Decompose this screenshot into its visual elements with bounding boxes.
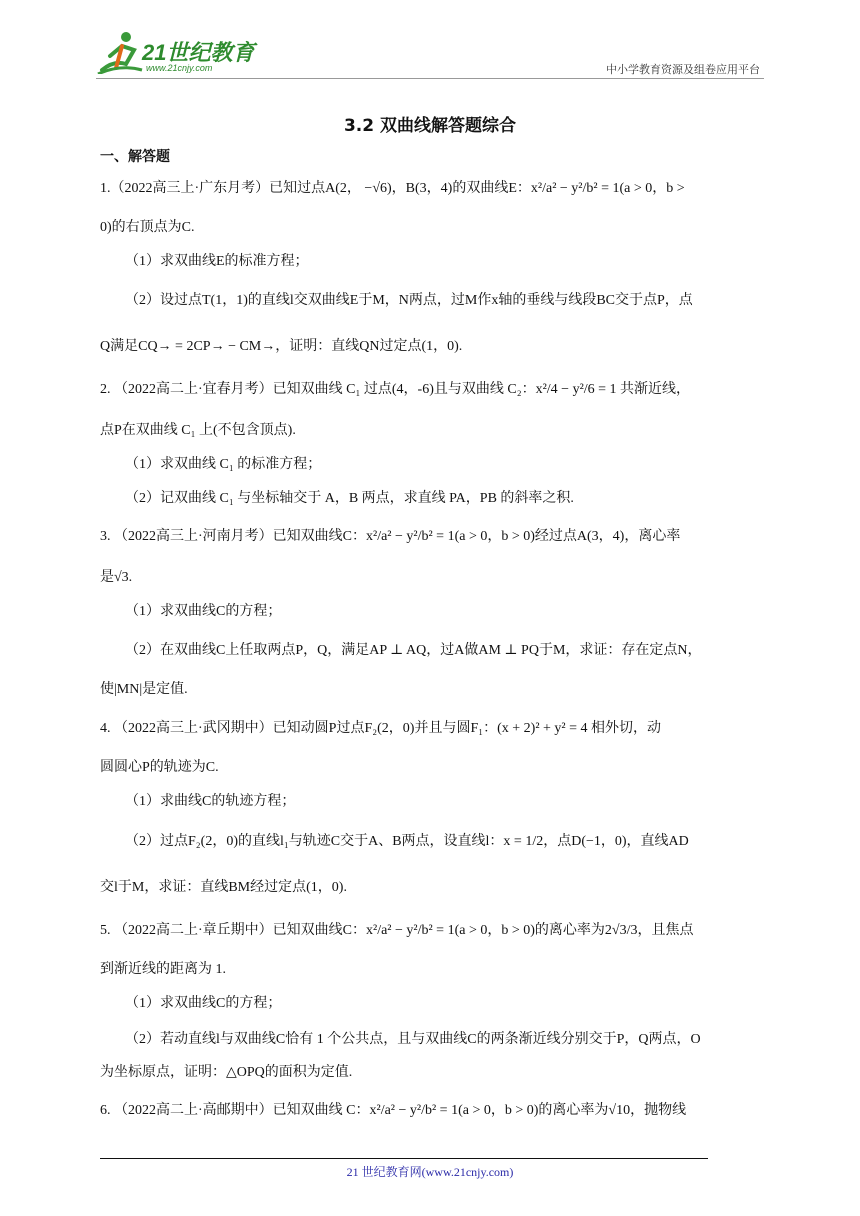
logo [96,30,266,76]
page-footer: 21 世纪教育网(www.21cnjy.com) [346,1165,514,1179]
problem-5-line-2: 到渐近线的距离为 1. [100,962,226,977]
problem-5-part-2-cont: 为坐标原点，证明：△OPQ的面积为定值. [100,1065,353,1080]
problem-1-part-2: （2）设过点T(1，1)的直线l交双曲线E于M，N两点，过M作x轴的垂线与线段BC交于点P，点 [125,293,693,308]
problem-2-part-1: （1）求双曲线 C₁ 的标准方程； [125,457,322,472]
problem-5-part-2: （2）若动直线l与双曲线C恰有 1 个公共点，且与双曲线C的两条渐近线分别交于P，Q两点，O [125,1032,701,1047]
page-title: 3.2 双曲线解答题综合 [343,116,517,136]
problem-4-part-1: （1）求曲线C的轨迹方程； [125,794,296,809]
logo-text: 21世纪教育 [142,40,255,65]
problem-3-part-1: （1）求双曲线C的方程； [125,604,282,619]
runner-logo-icon [96,30,144,74]
problem-1-line-2: 0)的右顶点为C. [100,220,195,235]
problem-1-line-1: 1.（2022高三上·广东月考）已知过点A(2， −√6)，B(3，4)的双曲线E：x²/a² − y²/b² = 1(a > 0，b > [100,181,685,196]
problem-5-line-1: 5. （2022高二上·章丘期中）已知双曲线C：x²/a² − y²/b² = 1(a > 0，b > 0)的离心率为2√3/3，且焦点 [100,923,694,938]
problem-3-line-2: 是√3. [100,570,133,585]
problem-4-line-2: 圆圆心P的轨迹为C. [100,760,219,775]
problem-4-part-2: （2）过点F₂(2，0)的直线l₁与轨迹C交于A、B两点，设直线l：x = 1/2，点D(−1，0)，直线AD [125,834,689,849]
problem-1-part-2-cont: Q满足CQ→ = 2CP→ − CM→，证明：直线QN过定点(1，0). [100,339,463,354]
page-header [96,30,764,79]
problem-2-line-2: 点P在双曲线 C₁ 上(不包含顶点). [100,423,296,438]
problem-4-part-2-cont: 交l于M，求证：直线BM经过定点(1，0). [100,880,347,895]
platform-name: 中小学教育资源及组卷应用平台 [606,63,760,76]
section-heading: 一、解答题 [100,149,170,165]
problem-2-line-1: 2. （2022高二上·宜春月考）已知双曲线 C₁ 过点(4，-6)且与双曲线 C₂：x²/4 − y²/6 = 1 共渐近线， [100,382,691,397]
footer-divider [100,1158,708,1159]
problem-2-part-2: （2）记双曲线 C₁ 与坐标轴交于 A，B 两点，求直线 PA，PB 的斜率之积. [125,491,574,506]
problem-5-part-1: （1）求双曲线C的方程； [125,996,282,1011]
logo-url: www.21cnjy.com [146,63,213,73]
problem-3-part-2-cont: 使|MN|是定值. [100,682,188,697]
problem-3-line-1: 3. （2022高三上·河南月考）已知双曲线C：x²/a² − y²/b² = 1(a > 0，b > 0)经过点A(3，4)，离心率 [100,529,681,544]
problem-6-line-1: 6. （2022高二上·高邮期中）已知双曲线 C：x²/a² − y²/b² = 1(a > 0，b > 0)的离心率为√10，抛物线 [100,1103,687,1118]
problem-3-part-2: （2）在双曲线C上任取两点P，Q，满足AP ⊥ AQ，过A做AM ⊥ PQ于M，求证：存在定点N， [125,643,702,658]
problem-1-part-1: （1）求双曲线E的标准方程； [125,254,309,269]
problem-4-line-1: 4. （2022高三上·武冈期中）已知动圆P过点F₂(2，0)并且与圆F₁：(x + 2)² + y² = 4 相外切，动 [100,721,662,736]
